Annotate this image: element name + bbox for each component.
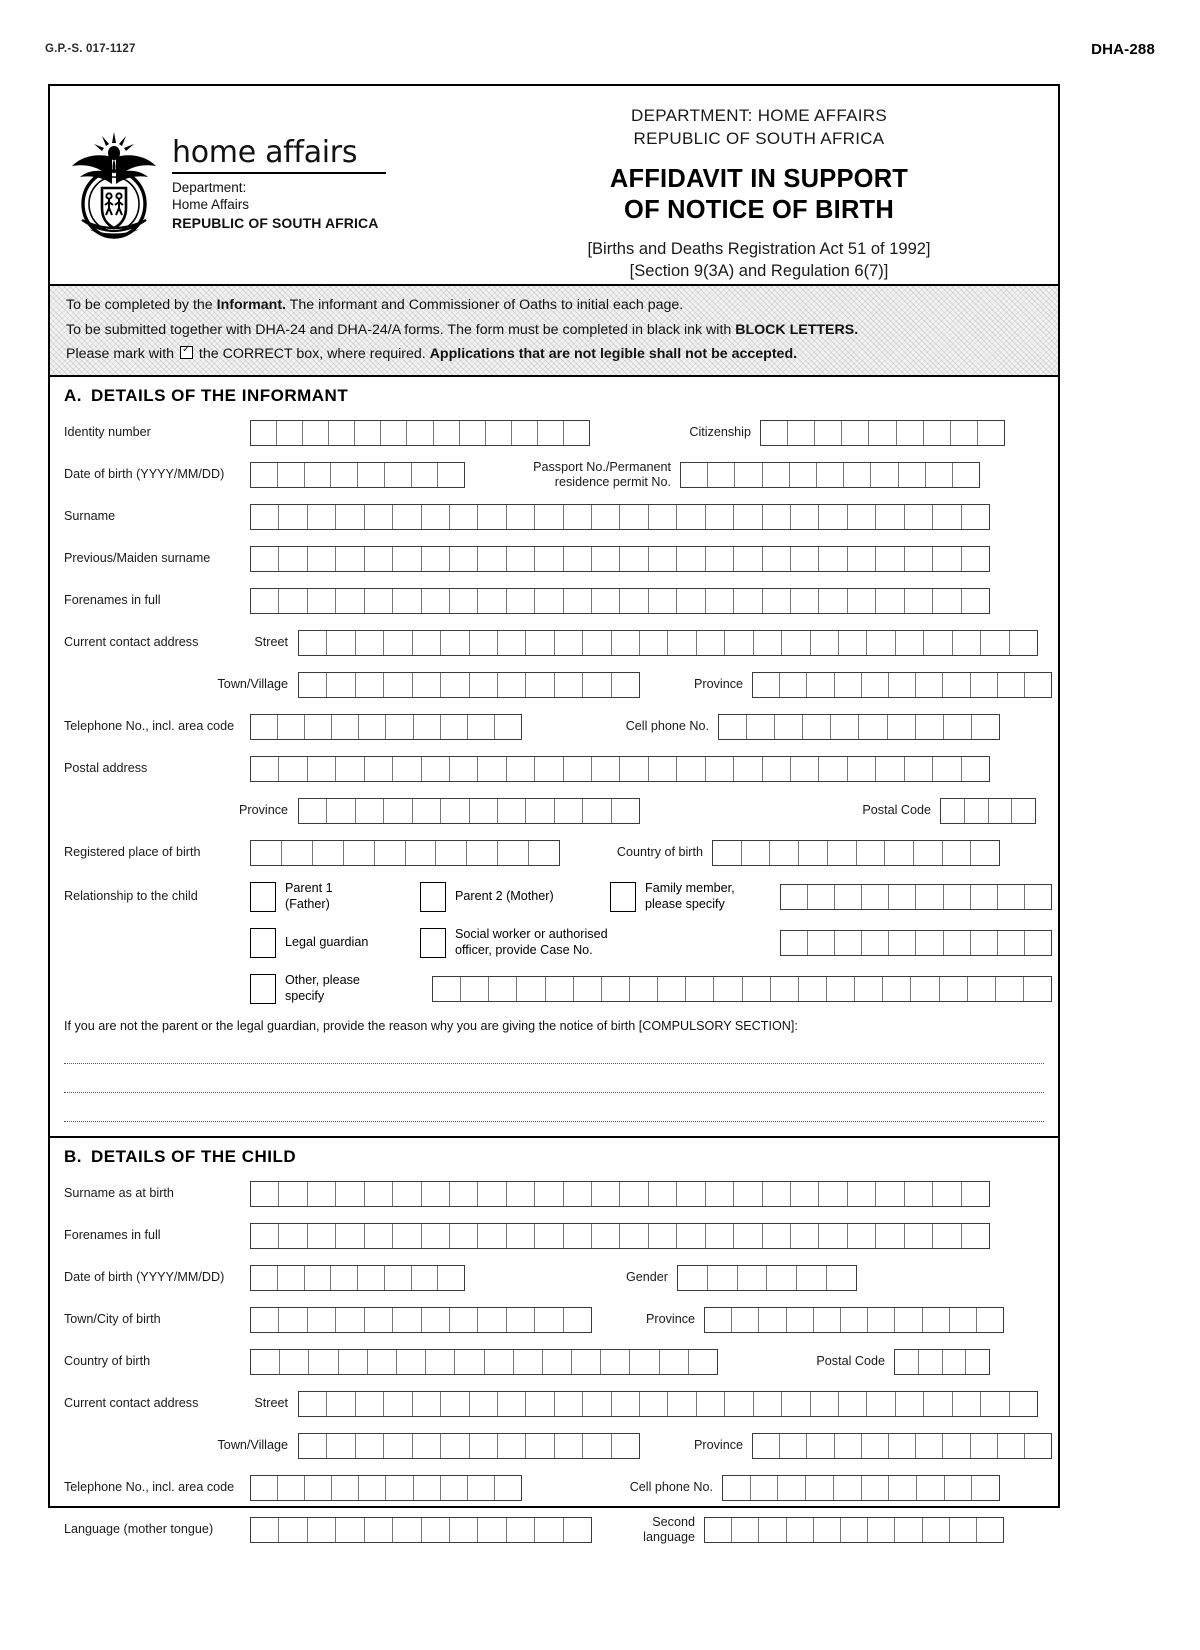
row-forenames <box>50 580 1058 622</box>
child-language-input[interactable] <box>250 1517 592 1543</box>
forenames-input[interactable] <box>250 588 990 614</box>
label-other <box>285 973 360 1004</box>
surname-input[interactable] <box>250 504 990 530</box>
section-b-letter: B. <box>64 1146 82 1166</box>
instruction-line-2 <box>66 320 1044 342</box>
department-line-1: DEPARTMENT: HOME AFFAIRS <box>631 106 887 125</box>
row-address-street <box>50 622 1058 664</box>
label-child-gender: Gender <box>625 1270 668 1285</box>
identity-number-input[interactable] <box>250 420 590 446</box>
label-passport-line-1: Passport No./Permanent <box>533 459 671 474</box>
instruction-3b: the CORRECT box, where required. <box>194 346 430 363</box>
instruction-1a: To be completed by the <box>66 297 217 313</box>
row-previous-surname <box>50 538 1058 580</box>
row-postal-address <box>50 748 1058 790</box>
label-child-province: Province <box>646 1312 695 1327</box>
row-relationship-1 <box>50 874 1058 920</box>
act-reference-line-1: [Births and Deaths Registration Act 51 of 1992] <box>587 240 931 259</box>
label-child-town-village: Town/Village <box>217 1438 288 1453</box>
label-family-member-line2: please specify <box>645 896 725 911</box>
child-address-street-input[interactable] <box>298 1391 1038 1417</box>
child-province-input[interactable] <box>704 1307 1004 1333</box>
label-registered-place-of-birth: Registered place of birth <box>64 845 201 860</box>
postal-address-input[interactable] <box>250 756 990 782</box>
act-reference-line-2: [Section 9(3A) and Regulation 6(7)] <box>629 262 889 281</box>
label-child-cell-phone: Cell phone No. <box>629 1480 713 1495</box>
instruction-2b: BLOCK LETTERS. <box>735 321 859 338</box>
family-member-specify-input[interactable] <box>780 884 1052 910</box>
page-meta-row <box>45 40 1155 58</box>
label-child-address-province: Province <box>694 1438 743 1453</box>
section-b-title: DETAILS OF THE CHILD <box>91 1146 297 1166</box>
home-affairs-wordmark: home affairs <box>172 135 358 171</box>
label-parent2: Parent 2 (Mother) <box>455 889 554 904</box>
brand-subtitle <box>172 179 386 233</box>
brand-sub-line-1: Department: <box>172 179 247 195</box>
relationship-option-legal-guardian[interactable] <box>250 928 420 958</box>
title-block <box>460 86 1058 284</box>
citizenship-input[interactable] <box>760 420 1005 446</box>
row-address-town <box>50 664 1058 706</box>
label-current-contact-address: Current contact address <box>64 635 199 650</box>
row-relationship-3 <box>50 966 1058 1012</box>
row-child-telephone <box>50 1467 1058 1509</box>
brand-text <box>172 137 386 233</box>
label-child-town-of-birth: Town/City of birth <box>64 1312 161 1327</box>
label-postal-code: Postal Code <box>862 803 931 818</box>
label-country-of-birth: Country of birth <box>616 845 703 860</box>
masthead <box>50 86 1058 286</box>
row-child-address-town <box>50 1425 1058 1467</box>
instruction-1b: Informant. <box>216 297 286 313</box>
label-family-member-line1: Family member, <box>645 881 735 896</box>
postal-code-input[interactable] <box>940 798 1036 824</box>
instruction-3a: Please mark with <box>66 346 178 363</box>
label-child-street: Street <box>254 1396 288 1411</box>
child-forenames-input[interactable] <box>250 1223 990 1249</box>
label-relationship-to-child: Relationship to the child <box>64 889 198 904</box>
row-child-address-street <box>50 1383 1058 1425</box>
label-surname: Surname <box>64 509 116 524</box>
label-second-language-line-2: language <box>643 1529 695 1544</box>
section-a-fields <box>50 412 1058 1136</box>
checkmark-box-icon <box>180 346 193 359</box>
brand-sub-line-2: Home Affairs <box>172 197 250 213</box>
label-forenames: Forenames in full <box>64 593 161 608</box>
case-number-input[interactable] <box>780 930 1052 956</box>
label-social-worker-line2: officer, provide Case No. <box>455 942 593 957</box>
checkbox-legal-guardian[interactable] <box>250 928 276 958</box>
label-citizenship: Citizenship <box>689 425 751 440</box>
child-gender-input[interactable] <box>677 1265 857 1291</box>
relationship-option-other[interactable] <box>250 973 432 1004</box>
address-street-input[interactable] <box>298 630 1038 656</box>
instruction-1c: The informant and Commissioner of Oaths to initial each page. <box>286 297 684 313</box>
label-street: Street <box>254 635 288 650</box>
label-parent1-line1: Parent 1 <box>285 881 333 896</box>
label-child-language: Language (mother tongue) <box>64 1522 214 1537</box>
label-legal-guardian: Legal guardian <box>285 935 369 950</box>
date-of-birth-input[interactable] <box>250 462 465 488</box>
relationship-option-social-worker[interactable] <box>420 927 780 958</box>
department-line-2: REPUBLIC OF SOUTH AFRICA <box>633 129 885 149</box>
instruction-2a: To be submitted together with DHA-24 and DHA-24/A forms. The form must be completed in black ink with <box>66 321 736 338</box>
label-passport-line-2: residence permit No. <box>554 474 671 489</box>
brand-rule <box>172 172 386 174</box>
row-identity-number <box>50 412 1058 454</box>
registered-place-of-birth-input[interactable] <box>250 840 560 866</box>
label-previous-surname: Previous/Maiden surname <box>64 551 211 566</box>
label-parent1 <box>285 881 333 912</box>
label-town-village: Town/Village <box>217 677 288 692</box>
child-town-of-birth-input[interactable] <box>250 1307 592 1333</box>
child-telephone-input[interactable] <box>250 1475 522 1501</box>
section-b-heading <box>50 1138 1058 1173</box>
label-child-postal-code: Postal Code <box>816 1354 885 1369</box>
row-child-town-of-birth <box>50 1299 1058 1341</box>
child-surname-input[interactable] <box>250 1181 990 1207</box>
label-date-of-birth: Date of birth (YYYY/MM/DD) <box>64 467 225 482</box>
relationship-option-family-member[interactable] <box>610 881 780 912</box>
checkbox-other[interactable] <box>250 974 276 1004</box>
label-other-line2: specify <box>285 988 325 1003</box>
child-country-of-birth-input[interactable] <box>250 1349 718 1375</box>
relationship-option-parent2[interactable] <box>420 882 610 912</box>
print-code: G.P.-S. 017-1127 <box>45 43 136 55</box>
form-container <box>48 84 1060 1544</box>
row-child-surname <box>50 1173 1058 1215</box>
form-title-line-1: AFFIDAVIT IN SUPPORT <box>609 164 909 193</box>
label-cell-phone: Cell phone No. <box>625 719 709 734</box>
row-surname <box>50 496 1058 538</box>
row-date-of-birth <box>50 454 1058 496</box>
instruction-line-1 <box>66 295 1044 317</box>
brand-sub-line-3: REPUBLIC OF SOUTH AFRICA <box>172 215 379 232</box>
label-province: Province <box>694 677 743 692</box>
label-child-telephone: Telephone No., incl. area code <box>64 1480 235 1495</box>
checkbox-parent1[interactable] <box>250 882 276 912</box>
country-of-birth-input[interactable] <box>712 840 1000 866</box>
label-second-language-line-1: Second <box>652 1514 695 1529</box>
section-a-title: DETAILS OF THE INFORMANT <box>91 385 349 405</box>
section-a-letter: A. <box>64 385 82 405</box>
label-social-worker <box>455 927 608 958</box>
child-address-town-input[interactable] <box>298 1433 640 1459</box>
row-child-country-of-birth <box>50 1341 1058 1383</box>
row-registered-place-of-birth <box>50 832 1058 874</box>
checkbox-social-worker[interactable] <box>420 928 446 958</box>
brand-block <box>50 86 460 284</box>
row-relationship-2 <box>50 920 1058 966</box>
label-telephone: Telephone No., incl. area code <box>64 719 235 734</box>
checkbox-family-member[interactable] <box>610 882 636 912</box>
row-child-language <box>50 1509 1058 1551</box>
label-child-country-of-birth: Country of birth <box>64 1354 151 1369</box>
label-parent1-line2: (Father) <box>285 896 330 911</box>
row-postal-province <box>50 790 1058 832</box>
child-postal-code-input[interactable] <box>894 1349 990 1375</box>
row-child-forenames <box>50 1215 1058 1257</box>
label-identity-number: Identity number <box>64 425 151 440</box>
label-child-surname: Surname as at birth <box>64 1186 174 1201</box>
address-province-input[interactable] <box>752 672 1052 698</box>
row-telephone <box>50 706 1058 748</box>
label-child-second-language <box>592 1515 704 1545</box>
label-other-line1: Other, please <box>285 973 360 988</box>
label-child-current-contact-address: Current contact address <box>64 1396 199 1411</box>
label-child-forenames: Forenames in full <box>64 1228 161 1243</box>
telephone-input[interactable] <box>250 714 522 740</box>
instructions-block <box>50 286 1058 377</box>
address-town-input[interactable] <box>298 672 640 698</box>
other-specify-input[interactable] <box>432 976 1052 1002</box>
child-date-of-birth-input[interactable] <box>250 1265 465 1291</box>
child-address-province-input[interactable] <box>752 1433 1052 1459</box>
form-number: DHA-288 <box>1091 40 1155 58</box>
row-child-date-of-birth <box>50 1257 1058 1299</box>
form-title-line-2: OF NOTICE OF BIRTH <box>624 196 894 225</box>
instruction-3c: Applications that are not legible shall not be accepted. <box>429 346 798 363</box>
label-postal-province: Province <box>239 803 288 818</box>
label-family-member <box>645 881 735 912</box>
cell-phone-input[interactable] <box>718 714 1000 740</box>
section-b-fields <box>50 1173 1058 1551</box>
label-social-worker-line1: Social worker or authorised <box>455 927 608 942</box>
checkbox-parent2[interactable] <box>420 882 446 912</box>
label-postal-address: Postal address <box>64 761 148 776</box>
postal-province-input[interactable] <box>298 798 640 824</box>
label-child-date-of-birth: Date of birth (YYYY/MM/DD) <box>64 1270 225 1285</box>
label-passport-number <box>465 460 680 490</box>
sa-coat-of-arms-icon <box>68 126 160 244</box>
section-a-heading <box>50 377 1058 412</box>
previous-surname-input[interactable] <box>250 546 990 572</box>
instruction-line-3 <box>66 344 1044 366</box>
reason-prompt: If you are not the parent or the legal guardian, provide the reason why you are giving the notice of birth [COMPULSORY SECTION]: <box>64 1018 798 1033</box>
child-cell-phone-input[interactable] <box>722 1475 1000 1501</box>
child-second-language-input[interactable] <box>704 1517 1004 1543</box>
passport-number-input[interactable] <box>680 462 980 488</box>
relationship-option-parent1[interactable] <box>250 881 420 912</box>
